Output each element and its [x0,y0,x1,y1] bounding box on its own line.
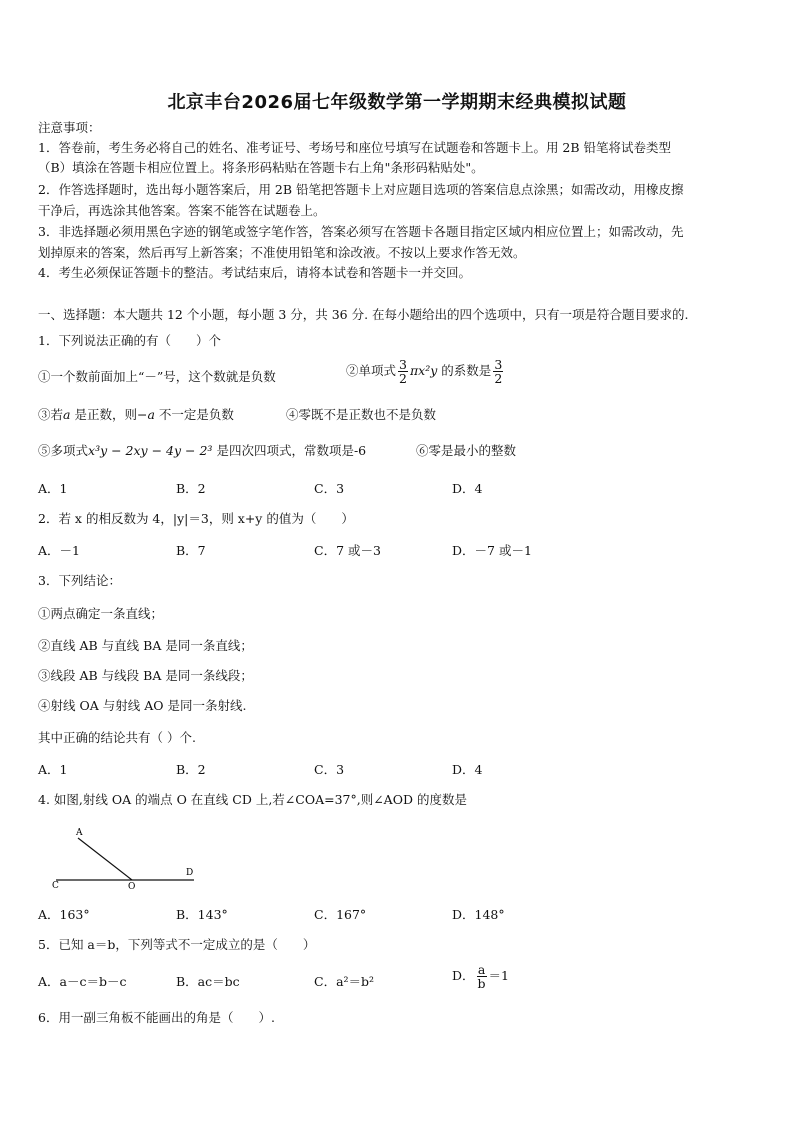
option-c[interactable]: C．3 [314,762,345,777]
question-3-stem: 3．下列结论： [38,573,121,588]
option-c[interactable]: C．3 [314,481,345,496]
q1-s5-prefix: ⑤多项式 [38,443,89,458]
q1-s5-suffix: 是四次四项式，常数项是-6 [216,443,367,458]
q3-statement-4: ④射线 OA 与射线 AO 是同一条射线. [38,698,247,713]
fraction-numerator: 3 [399,357,407,372]
q3-statement-2: ②直线 AB 与直线 BA 是同一条直线； [38,638,253,653]
notice-line: 2．作答选择题时，选出每小题答案后，用 2B 铅笔把答题卡上对应题目选项的答案信息点涂黑；如需改动，用橡皮擦 [38,182,684,197]
option-d[interactable]: D．4 [452,481,483,496]
option-d-suffix: ＝1 [488,968,509,983]
option-b[interactable]: B．2 [176,481,206,496]
q1-s2-prefix: ②单项式 [346,363,397,378]
question-5-stem: 5．已知 a＝b，下列等式不一定成立的是（ ） [38,937,316,952]
fraction [398,358,408,385]
q3-statement-1: ①两点确定一条直线； [38,606,164,621]
fraction-numerator: a [477,962,486,977]
option-a[interactable]: A．1 [38,481,68,496]
q1-s3-suffix: 不一定是负数 [158,407,234,422]
q1-statement-6: ⑥零是最小的整数 [416,443,517,458]
fraction [477,963,487,990]
notice-line: 3．非选择题必须用黑色字迹的钢笔或签字笔作答，答案必须写在答题卡各题目指定区域内相应位置上；如需改动，先 [38,224,684,239]
option-a[interactable]: A．－1 [38,543,80,558]
section-heading: 一、选择题：本大题共 12 个小题，每小题 3 分，共 36 分. 在每小题给出的四个选项中，只有一项是符合题目要求的. [38,307,689,322]
q1-statement-1: ①一个数前面加上“－”号，这个数就是负数 [38,369,276,384]
notice-line: （B）填涂在答题卡相应位置上。将条形码粘贴在答题卡右上角"条形码粘贴处"。 [38,160,484,175]
option-d-prefix: D． [452,968,475,983]
exam-title: 北京丰台2026届七年级数学第一学期期末经典模拟试题 [167,92,627,113]
option-d[interactable]: D．4 [452,762,483,777]
option-d[interactable]: D．148° [452,907,505,922]
option-d[interactable]: D．－7 或－1 [452,543,532,558]
option-c[interactable]: C．167° [314,907,367,922]
label-c: C [52,881,59,890]
option-b[interactable]: B．143° [176,907,228,922]
monomial: πx²y [409,363,438,378]
q3-statement-3: ③线段 AB 与线段 BA 是同一条线段； [38,668,253,683]
notice-heading: 注意事项： [38,120,101,135]
q1-s3-mid: 是正数，则 [74,407,137,422]
question-6-stem: 6．用一副三角板不能画出的角是（ ）. [38,1010,275,1025]
ray-angle-figure [48,826,208,890]
label-a: A [76,828,83,838]
option-d[interactable] [452,963,509,990]
q3-conclusion: 其中正确的结论共有（ ）个. [38,730,196,745]
option-a[interactable]: A．1 [38,762,68,777]
fraction-denominator: b [477,976,486,991]
q1-s2-mid: 的系数是 [441,363,492,378]
q1-statement-3 [38,405,234,423]
option-c[interactable]: C．7 或－3 [314,543,381,558]
option-a[interactable]: A．a－c＝b－c [38,974,127,989]
notice-line: 干净后，再选涂其他答案。答案不能答在试题卷上。 [38,203,326,218]
question-1-stem: 1．下列说法正确的有（ ）个 [38,333,221,348]
label-d: D [186,868,194,878]
question-2-stem: 2．若 x 的相反数为 4，|y|＝3，则 x+y 的值为（ ） [38,511,354,526]
q1-s3-prefix: ③若 [38,407,64,422]
fraction [493,358,503,385]
polynomial: x³y − 2xy − 4y − 2³ [88,443,213,458]
option-c[interactable]: C．a²＝b² [314,974,375,989]
notice-line: 4．考生必须保证答题卡的整洁。考试结束后，请将本试卷和答题卡一并交回。 [38,265,471,280]
label-o: O [128,882,136,890]
option-b[interactable]: B．ac＝bc [176,974,240,989]
fraction-denominator: 2 [399,371,407,386]
option-b[interactable]: B．7 [176,543,206,558]
notice-line: 划掉原来的答案，然后再写上新答案；不准使用铅笔和涂改液。不按以上要求作答无效。 [38,245,526,260]
negative-a: −a [136,407,155,422]
q1-statement-2 [346,358,505,385]
variable-a: a [63,407,71,422]
question-4-stem: 4. 如图,射线 OA 的端点 O 在直线 CD 上,若∠COA=37°,则∠AOD 的度数是 [38,792,467,807]
fraction-denominator: 2 [494,371,503,386]
q1-statement-5 [38,441,366,459]
q1-statement-4: ④零既不是正数也不是负数 [286,407,437,422]
fraction-numerator: 3 [494,357,503,372]
notice-line: 1．答卷前，考生务必将自己的姓名、准考证号、考场号和座位号填写在试题卷和答题卡上。用 2B 铅笔将试卷类型 [38,140,672,155]
option-b[interactable]: B．2 [176,762,206,777]
ray-oa [78,838,132,880]
option-a[interactable]: A．163° [38,907,90,922]
